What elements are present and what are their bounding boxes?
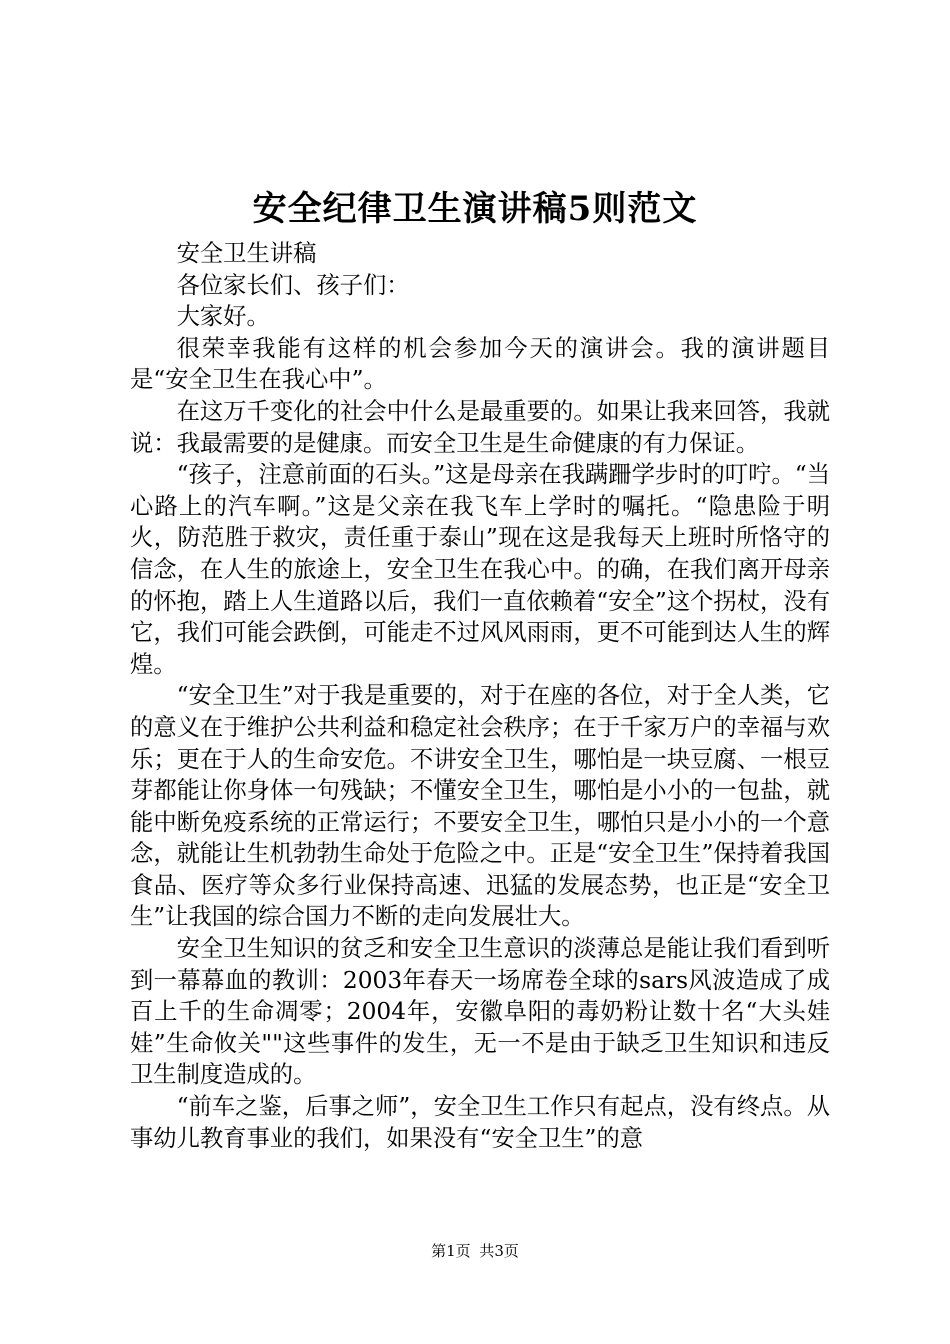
page-number: 第1页: [431, 1242, 471, 1260]
paragraph: 在这万千变化的社会中什么是最重要的。如果让我来回答，我就说：我最需要的是健康。而安全卫生是生命健康的有力保证。: [130, 397, 830, 457]
page-footer: [0, 1240, 950, 1262]
paragraph: 安全卫生知识的贫乏和安全卫生意识的淡薄总是能让我们看到听到一幕幕血的教训：2003年春天一场席卷全球的sars风波造成了成百上千的生命凋零；2004年，安徽阜阳的毒奶粉让数十名“大头娃娃”生命攸关""这些事件的发生，无一不是由于缺乏卫生知识和违反卫生制度造成的。: [130, 935, 830, 1089]
document-body: [130, 238, 830, 1154]
document-title: 安全纪律卫生演讲稿5则范文: [252, 189, 698, 229]
paragraph: 大家好。: [176, 303, 270, 331]
paragraph: “前车之鉴，后事之师”，安全卫生工作只有起点，没有终点。从事幼儿教育事业的我们，如果没有“安全卫生”的意: [130, 1093, 830, 1152]
paragraph: 很荣幸我能有这样的机会参加今天的演讲会。我的演讲题目是“安全卫生在我心中”。: [130, 334, 830, 394]
paragraph: 安全卫生讲稿: [176, 240, 317, 267]
paragraph: 各位家长们、孩子们：: [176, 271, 410, 299]
page-total: 共3页: [479, 1242, 519, 1260]
paragraph: “孩子，注意前面的石头。”这是母亲在我蹒跚学步时的叮咛。“当心路上的汽车啊。”这是父亲在我飞车上学时的嘱托。“隐患险于明火，防范胜于救灾，责任重于泰山”现在这是我每天上班时所恪守的信念，在人生的旅途上，安全卫生在我心中。的确，在我们离开母亲的怀抱，踏上人生道路以后，我们一直依赖着“安全”这个拐杖，没有它，我们可能会跌倒，可能走不过风风雨雨，更不可能到达人生的辉煌。: [130, 461, 830, 678]
paragraph: “安全卫生”对于我是重要的，对于在座的各位，对于全人类，它的意义在于维护公共利益和稳定社会秩序；在于千家万户的幸福与欢乐；更在于人的生命安危。不讲安全卫生，哪怕是一块豆腐、一根豆芽都能让你身体一句残缺；不懂安全卫生，哪怕是小小的一包盐，就能中断免疫系统的正常运行；不要安全卫生，哪怕只是小小的一个意念，就能让生机勃勃生命处于危险之中。正是“安全卫生”保持着我国食品、医疗等众多行业保持高速、迅猛的发展态势，也正是“安全卫生”让我国的综合国力不断的走向发展壮大。: [130, 682, 830, 931]
